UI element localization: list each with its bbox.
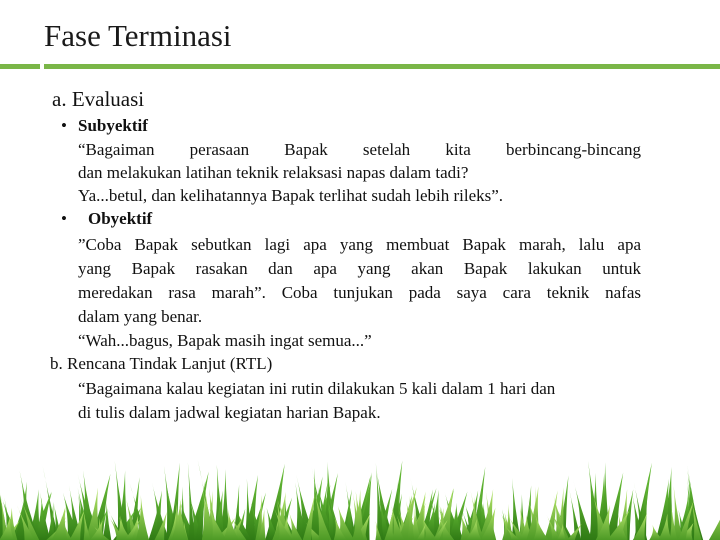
evaluasi-heading: a. Evaluasi	[52, 87, 145, 111]
slide-title: Fase Terminasi	[44, 18, 232, 53]
obyektif-line: meredakan rasa marah”. Coba tunjukan pada saya cara teknik nafas	[78, 283, 641, 302]
subyektif-line: “Bagaiman perasaan Bapak setelah kita berbincang-bincang	[78, 140, 641, 159]
rtl-heading: b. Rencana Tindak Lanjut (RTL)	[50, 354, 273, 373]
title-rule	[44, 64, 720, 69]
subyektif-label: Subyektif	[78, 116, 148, 135]
rtl-line: “Bagaimana kalau kegiatan ini rutin dilakukan 5 kali dalam 1 hari dan	[78, 379, 556, 398]
grass-blade	[709, 500, 720, 540]
obyektif-bullet: •	[61, 209, 67, 228]
subyektif-line: Ya...betul, dan kelihatannya Bapak terlihat sudah lebih rileks”.	[78, 186, 504, 205]
obyektif-line: ”Coba Bapak sebutkan lagi apa yang membuat Bapak marah, lalu apa	[78, 235, 641, 254]
obyektif-line: “Wah...bagus, Bapak masih ingat semua...”	[78, 331, 372, 350]
subyektif-bullet: •	[61, 116, 67, 135]
obyektif-label: Obyektif	[88, 209, 153, 228]
obyektif-line: yang Bapak rasakan dan apa yang akan Bapak lakukan untuk	[78, 259, 641, 278]
rtl-line: di tulis dalam jadwal kegiatan harian Bapak.	[78, 403, 381, 422]
title-rule-left	[0, 64, 40, 69]
obyektif-line: dalam yang benar.	[78, 307, 203, 326]
grass-illustration	[0, 455, 720, 540]
subyektif-line: dan melakukan latihan teknik relaksasi napas dalam tadi?	[78, 163, 469, 182]
